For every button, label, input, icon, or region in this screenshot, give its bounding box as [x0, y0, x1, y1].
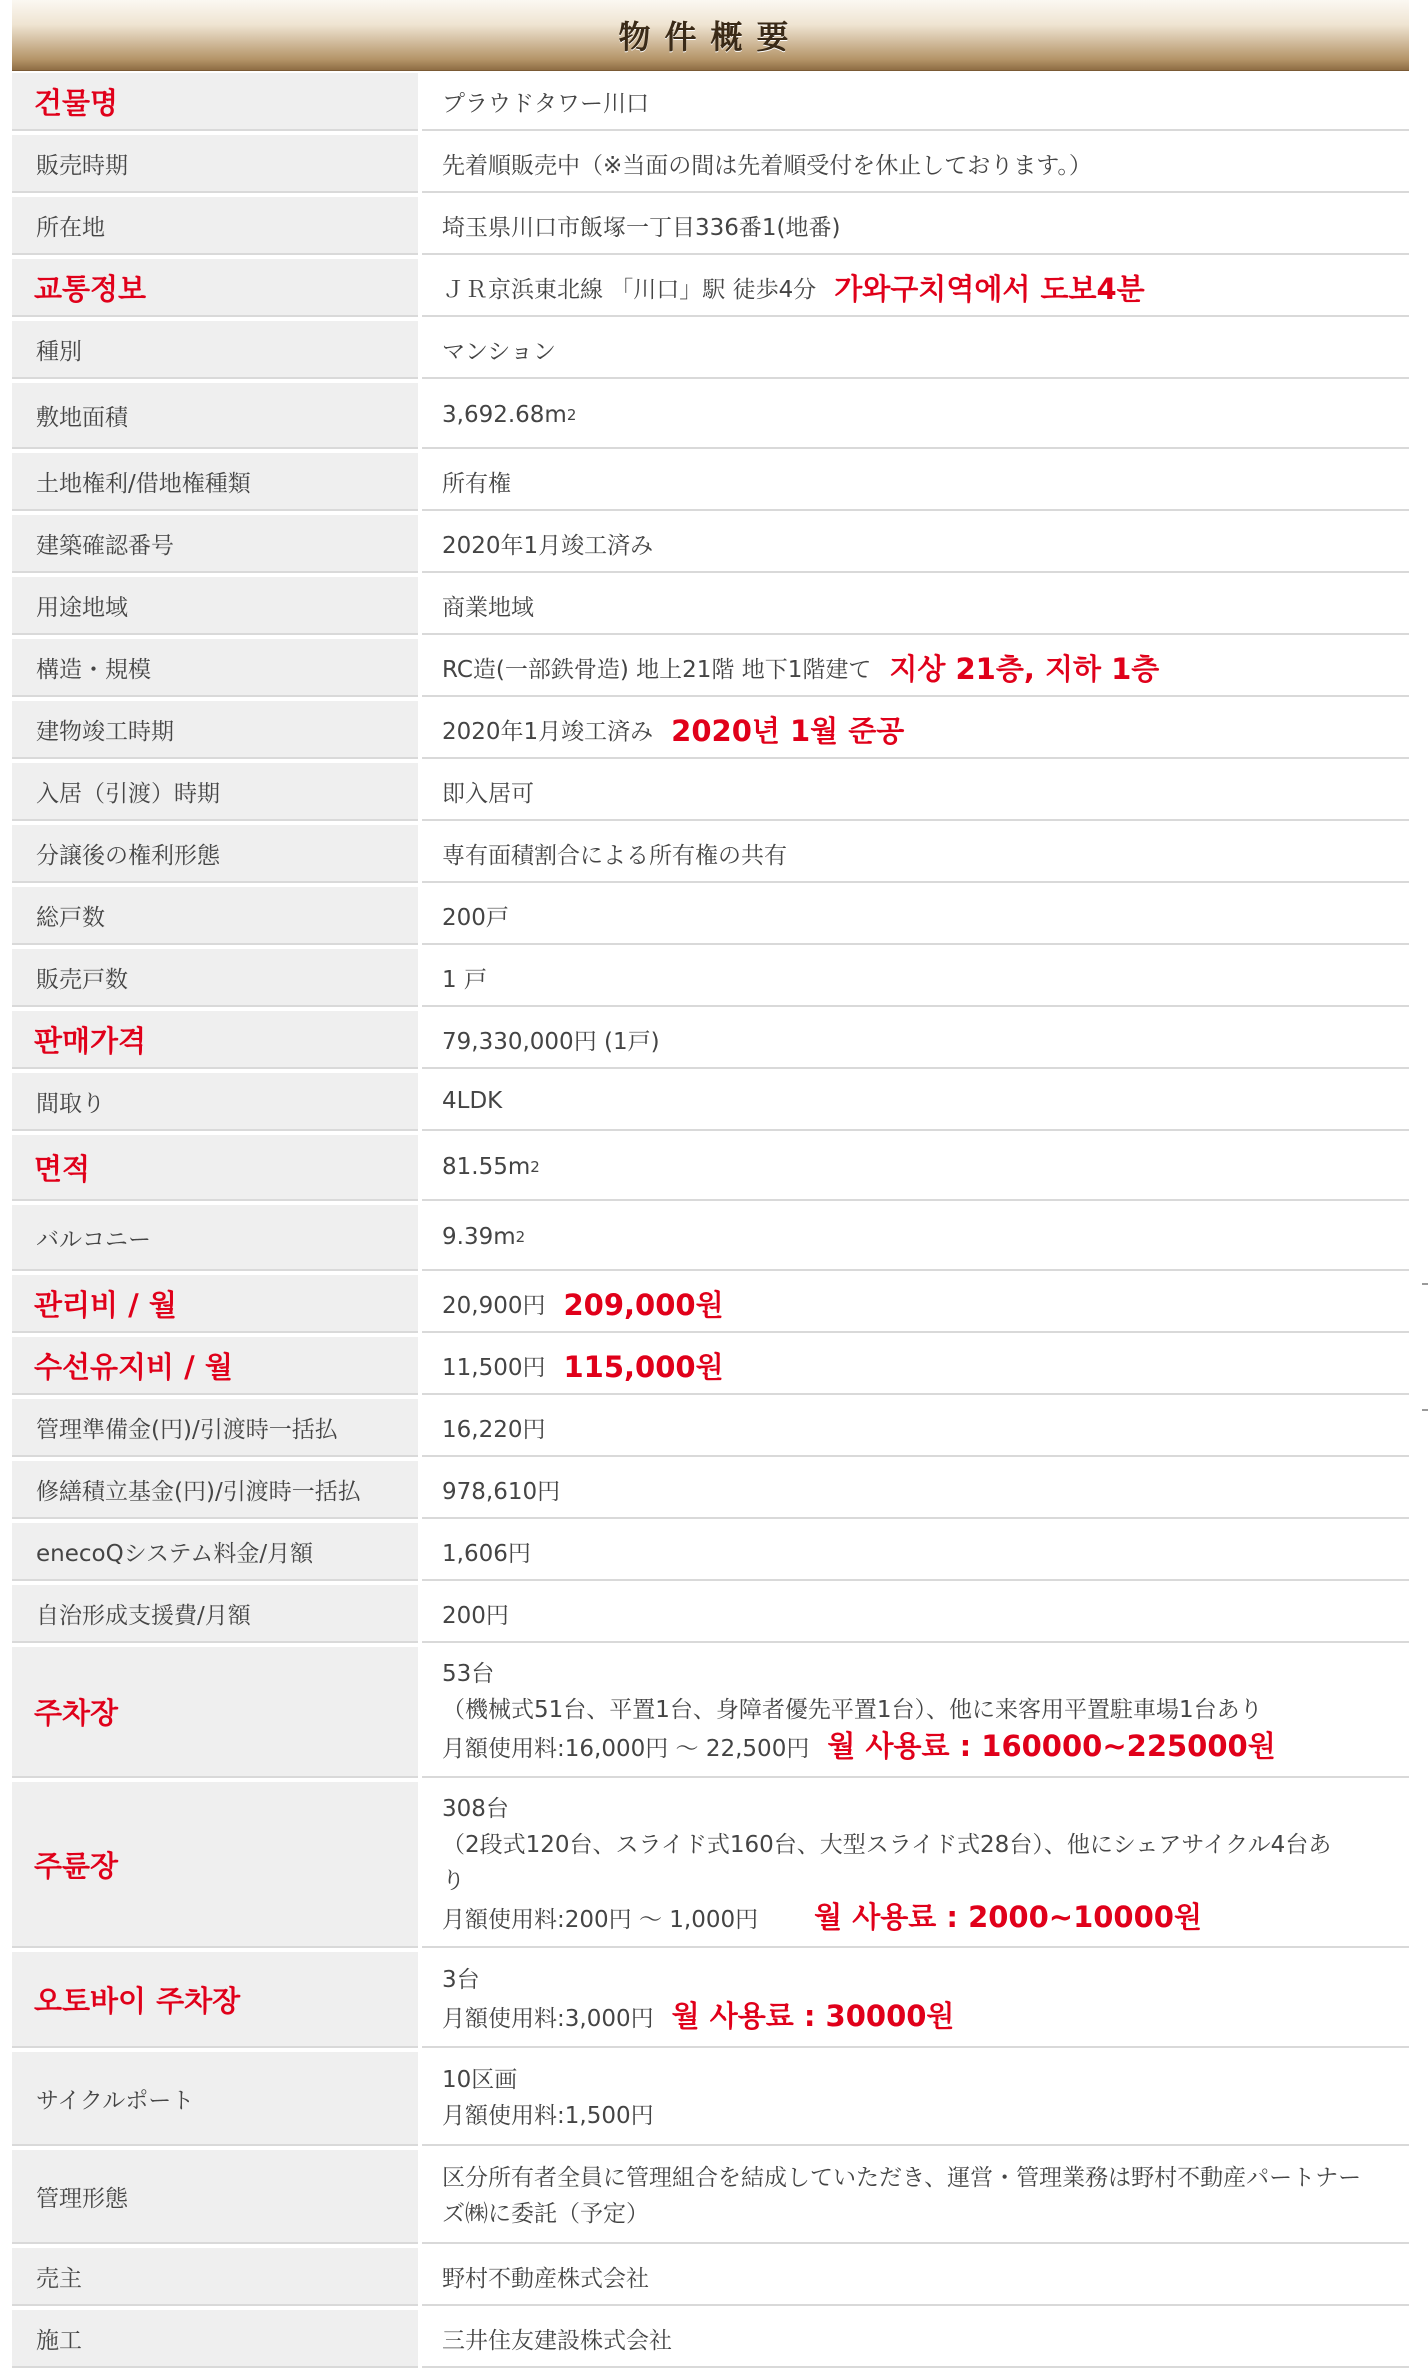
value-structure	[422, 639, 1409, 697]
value-text: 1 戸	[442, 966, 487, 993]
value-text: 埼玉県川口市飯塚一丁目336番1(地番)	[442, 214, 841, 241]
value-line: （2段式120台、スライド式160台、大型スライド式28台）、他にシェアサイクル4台あ	[442, 1831, 1332, 1858]
value-repair-fee	[422, 1337, 1409, 1395]
value-total-units	[422, 887, 1409, 945]
value-text: 20,900円	[442, 1292, 546, 1319]
label-land-rights: 土地権利/借地権種類	[12, 453, 418, 511]
annotation-note: 월 사용료 : 30000원	[671, 1998, 955, 2033]
label-building-confirmation: 建築確認番号	[12, 515, 418, 573]
edge-mark	[1422, 1409, 1428, 1411]
label-management-fee: 관리비 / 월	[12, 1275, 418, 1333]
value-cycle-port	[422, 2052, 1409, 2146]
value-text: 200円	[442, 1602, 509, 1629]
value-text: プラウドタワー川口	[442, 90, 649, 117]
superscript: 2	[530, 1158, 540, 1176]
value-ownership	[422, 825, 1409, 883]
value-price	[422, 1011, 1409, 1069]
value-text: 9.39m	[442, 1224, 516, 1250]
value-type	[422, 321, 1409, 379]
value-line: 10区画	[442, 2067, 518, 2093]
value-address	[422, 197, 1409, 255]
label-structure: 構造・規模	[12, 639, 418, 697]
value-line: （機械式51台、平置1台、身障者優先平置1台）、他に来客用平置駐車場1台あり	[442, 1697, 1263, 1723]
value-text: 先着順販売中（※当面の間は先着順受付を休止しております。）	[442, 152, 1092, 179]
value-line: 53台	[442, 1661, 495, 1687]
value-line	[442, 1899, 1202, 1938]
value-management-fee	[422, 1275, 1409, 1333]
value-seller	[422, 2248, 1409, 2306]
value-text: 商業地域	[442, 594, 534, 621]
annotation-note: 월 사용료 : 160000~225000원	[827, 1729, 1276, 1763]
annotation-note: 2020년 1월 준공	[671, 713, 905, 748]
value-text: 専有面積割合による所有権の共有	[442, 842, 787, 869]
label-completion: 建物竣工時期	[12, 701, 418, 759]
section-title: 物件概要	[618, 18, 803, 56]
label-type: 種別	[12, 321, 418, 379]
label-motorcycle-parking: 오토바이 주차장	[12, 1952, 418, 2048]
value-text: 11,500円	[442, 1354, 546, 1381]
value-line: 月額使用料:1,500円	[442, 2103, 654, 2129]
label-building-name: 건물명	[12, 73, 418, 131]
value-text: 月額使用料:16,000円 ～ 22,500円	[442, 1736, 810, 1762]
section-header	[12, 0, 1409, 71]
value-text: 3,692.68m	[442, 402, 567, 428]
value-building-confirmation	[422, 515, 1409, 573]
label-balcony: バルコニー	[12, 1205, 418, 1271]
value-management-form	[422, 2150, 1409, 2244]
value-text: 2020年1月竣工済み	[442, 718, 654, 745]
value-text: 79,330,000円 (1戸)	[442, 1028, 660, 1055]
value-balcony	[422, 1205, 1409, 1271]
value-zoning	[422, 577, 1409, 635]
value-repair-fund	[422, 1461, 1409, 1519]
label-move-in: 入居（引渡）時期	[12, 763, 418, 821]
value-text: 即入居可	[442, 780, 534, 807]
label-management-reserve: 管理準備金(円)/引渡時一括払	[12, 1399, 418, 1457]
value-line	[442, 1998, 954, 2037]
value-text: 月額使用料:200円 ～ 1,000円	[442, 1906, 759, 1933]
value-text: マンション	[442, 338, 556, 365]
value-text: 978,610円	[442, 1478, 561, 1505]
label-zoning: 用途地域	[12, 577, 418, 635]
value-text: 月額使用料:3,000円	[442, 2005, 654, 2032]
label-parking: 주차장	[12, 1647, 418, 1778]
label-units-for-sale: 販売戸数	[12, 949, 418, 1007]
value-text: 1,606円	[442, 1540, 531, 1567]
superscript: 2	[515, 1228, 526, 1246]
label-price: 판매가격	[12, 1011, 418, 1069]
value-text: 野村不動産株式会社	[442, 2265, 649, 2292]
value-site-area	[422, 383, 1409, 449]
value-floor-plan	[422, 1073, 1409, 1131]
label-community-fee: 自治形成支援費/月額	[12, 1585, 418, 1643]
value-text: 三井住友建設株式会社	[442, 2327, 672, 2354]
value-contractor	[422, 2310, 1409, 2368]
value-parking	[422, 1647, 1409, 1778]
value-move-in	[422, 763, 1409, 821]
label-floor-plan: 間取り	[12, 1073, 418, 1131]
value-line: 3台	[442, 1966, 480, 1993]
value-area	[422, 1135, 1409, 1201]
value-sales-period	[422, 135, 1409, 193]
label-sales-period: 販売時期	[12, 135, 418, 193]
value-line: 区分所有者全員に管理組合を結成していただき、運営・管理業務は野村不動産パートナー	[442, 2165, 1362, 2191]
edge-mark	[1422, 1283, 1428, 1285]
label-management-form: 管理形態	[12, 2150, 418, 2244]
annotation-note: 115,000원	[563, 1349, 724, 1384]
value-eneco-fee	[422, 1523, 1409, 1581]
value-line: 308台	[442, 1795, 509, 1822]
value-text: 2020年1月竣工済み	[442, 532, 654, 559]
value-text: RC造(一部鉄骨造) 地上21階 地下1階建て	[442, 656, 872, 683]
annotation-note: 월 사용료 : 2000~10000원	[814, 1899, 1202, 1934]
value-building-name	[422, 73, 1409, 131]
value-land-rights	[422, 453, 1409, 511]
value-text: 4LDK	[442, 1088, 503, 1114]
label-bicycle-parking: 주륜장	[12, 1782, 418, 1948]
value-text: ＪＲ京浜東北線 「川口」駅 徒歩4分	[442, 276, 817, 303]
label-area: 면적	[12, 1135, 418, 1201]
value-line	[442, 1728, 1276, 1767]
label-eneco-fee: enecoQシステム料金/月額	[12, 1523, 418, 1581]
label-site-area: 敷地面積	[12, 383, 418, 449]
value-line: り	[442, 1867, 465, 1894]
label-seller: 売主	[12, 2248, 418, 2306]
annotation-note: 209,000원	[563, 1287, 724, 1322]
value-text: 所有権	[442, 470, 511, 497]
value-completion	[422, 701, 1409, 759]
label-total-units: 総戸数	[12, 887, 418, 945]
annotation-note: 가와구치역에서 도보4분	[834, 271, 1145, 306]
label-cycle-port: サイクルポート	[12, 2052, 418, 2146]
label-repair-fund: 修繕積立基金(円)/引渡時一括払	[12, 1461, 418, 1519]
value-motorcycle-parking	[422, 1952, 1409, 2048]
superscript: 2	[566, 406, 577, 424]
value-management-reserve	[422, 1399, 1409, 1457]
label-repair-fee: 수선유지비 / 월	[12, 1337, 418, 1395]
value-transport	[422, 259, 1409, 317]
value-units-for-sale	[422, 949, 1409, 1007]
value-text: 200戸	[442, 904, 509, 931]
value-community-fee	[422, 1585, 1409, 1643]
label-transport: 교통정보	[12, 259, 418, 317]
value-bicycle-parking	[422, 1782, 1409, 1948]
label-ownership: 分譲後の権利形態	[12, 825, 418, 883]
annotation-note: 지상 21층, 지하 1층	[889, 651, 1160, 686]
value-text: 81.55m	[442, 1154, 531, 1180]
label-address: 所在地	[12, 197, 418, 255]
label-contractor: 施工	[12, 2310, 418, 2368]
value-line: ズ㈱に委託（予定）	[442, 2201, 649, 2227]
property-table	[12, 73, 1409, 2368]
value-text: 16,220円	[442, 1416, 546, 1443]
